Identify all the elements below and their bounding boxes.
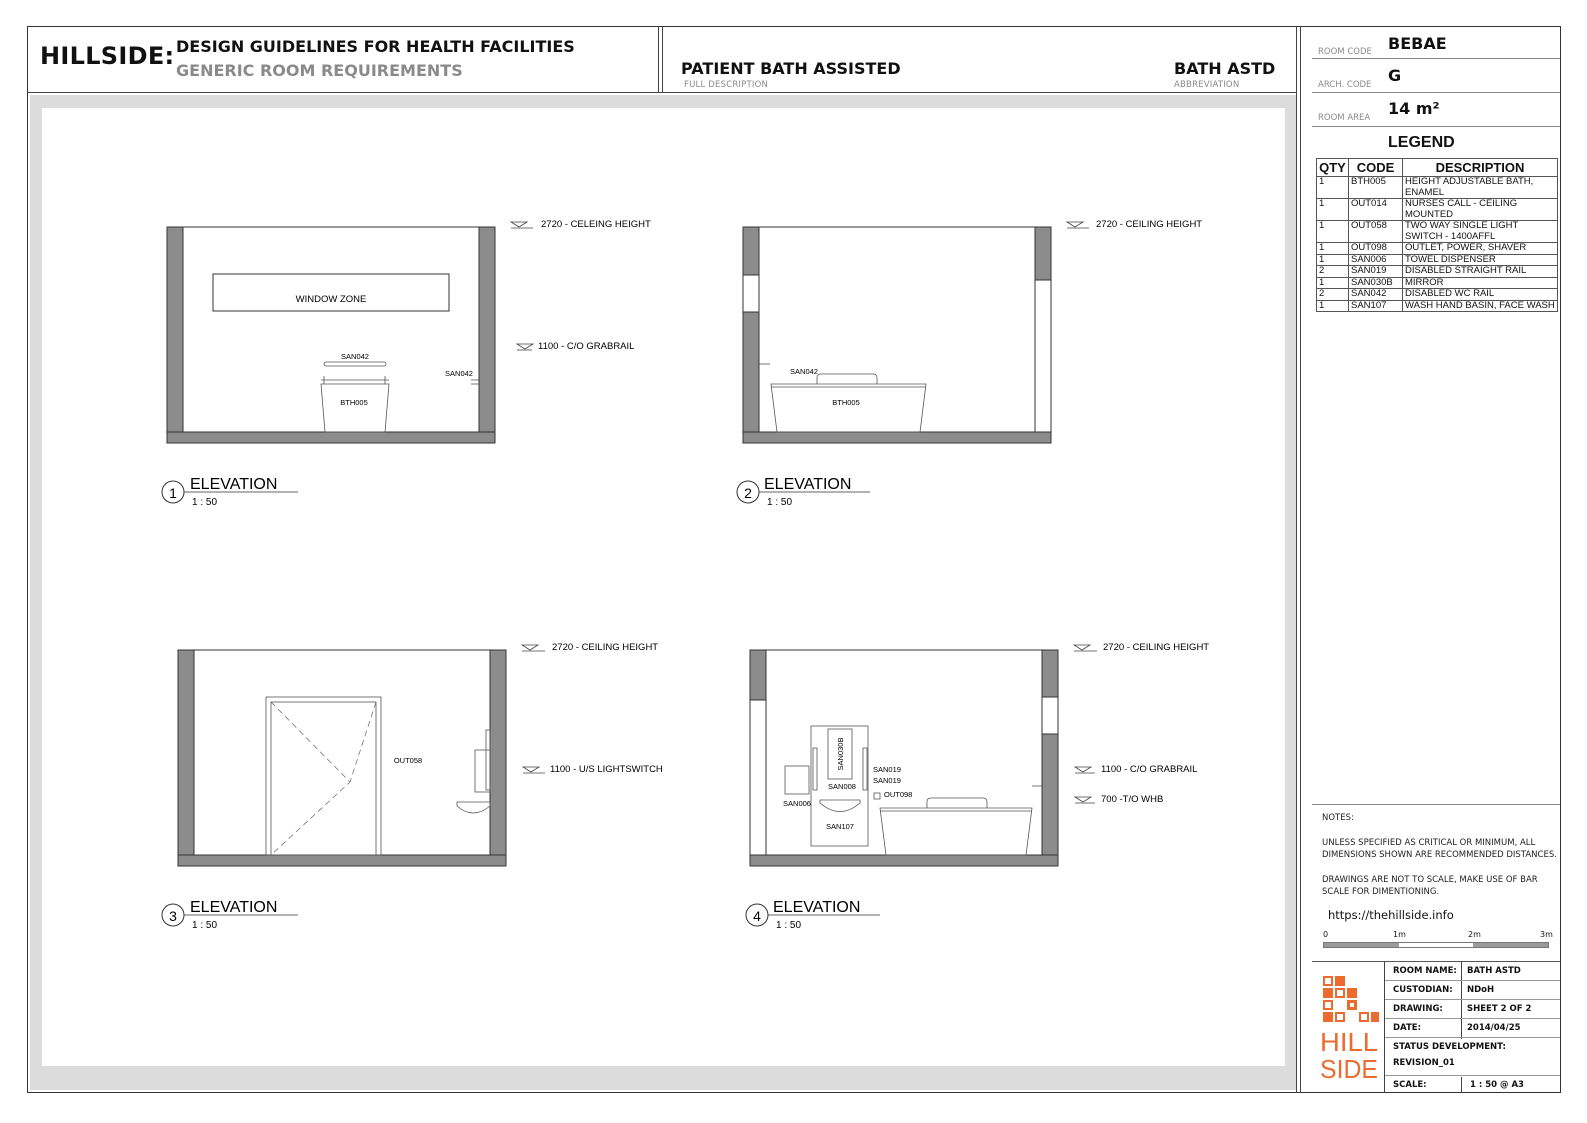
legend-col-code: CODE: [1349, 159, 1403, 177]
arch-code: G: [1388, 66, 1402, 85]
legend-table: [1316, 158, 1558, 312]
guideline-subtitle: GENERIC ROOM REQUIREMENTS: [176, 61, 463, 80]
level-ceiling: 2720 - CELEING HEIGHT: [541, 219, 651, 230]
elevation-4: [746, 642, 1209, 931]
label-bth005: BTH005: [340, 398, 368, 407]
elevation-number: 4: [753, 908, 761, 924]
legend-description: WASH HAND BASIN, FACE WASH: [1403, 300, 1558, 312]
legend-col-description: DESCRIPTION: [1403, 159, 1558, 177]
notes-block: [1322, 812, 1558, 911]
svg-text:SIDE: SIDE: [1320, 1054, 1378, 1084]
room-area: 14 m²: [1388, 99, 1440, 118]
side-divider: [1312, 126, 1560, 127]
level-ceiling: 2720 - CEILING HEIGHT: [552, 642, 659, 653]
level-grabrail: 1100 - C/O GRABRAIL: [538, 341, 635, 352]
legend-row: [1317, 221, 1558, 243]
date: 2014/04/25: [1467, 1023, 1521, 1033]
legend-code: SAN042: [1349, 289, 1403, 301]
custodian: NDoH: [1467, 985, 1495, 995]
legend-code: OUT098: [1349, 243, 1403, 255]
legend-row: [1317, 300, 1558, 312]
legend-row: [1317, 243, 1558, 255]
room-code: BEBAE: [1388, 34, 1447, 53]
legend-qty: 2: [1317, 289, 1349, 301]
guideline-title: DESIGN GUIDELINES FOR HEALTH FACILITIES: [176, 37, 575, 56]
full-description-label: FULL DESCRIPTION: [684, 80, 769, 90]
row-drawing: [1385, 1000, 1560, 1019]
elevation-3: [162, 642, 663, 931]
legend-qty: 1: [1317, 177, 1349, 199]
elevation-title: ELEVATION: [764, 476, 852, 493]
label-san006: SAN006: [783, 799, 811, 808]
brand-title: HILLSIDE:: [40, 42, 175, 70]
window-zone: [213, 274, 449, 311]
legend-qty: 1: [1317, 277, 1349, 289]
label-san019-1: SAN019: [873, 765, 901, 774]
legend-row: [1317, 289, 1558, 301]
label-san019-2: SAN019: [873, 776, 901, 785]
arch-code-label: ARCH. CODE: [1318, 80, 1372, 90]
elevation-1: [162, 219, 651, 508]
legend-qty: 1: [1317, 221, 1349, 243]
legend-code: OUT014: [1349, 199, 1403, 221]
hillside-logo: [1318, 970, 1380, 1086]
website-url: https://thehillside.info: [1328, 908, 1454, 922]
elevation-title: ELEVATION: [190, 476, 278, 493]
note-2: DRAWINGS ARE NOT TO SCALE, MAKE USE OF BAR SCALE FOR DIMENTIONING.: [1322, 874, 1538, 897]
label-san042-side: SAN042: [445, 369, 473, 378]
note-1: UNLESS SPECIFIED AS CRITICAL OR MINIMUM, ALL DIMENSIONS SHOWN ARE RECOMMENDED DISTANCES.: [1322, 837, 1557, 860]
legend-qty: 1: [1317, 243, 1349, 255]
side-divider: [1312, 58, 1560, 59]
legend-code: SAN019: [1349, 266, 1403, 278]
legend-description: TOWEL DISPENSER: [1403, 254, 1558, 266]
drawing: SHEET 2 OF 2: [1467, 1004, 1532, 1014]
elevation-title: ELEVATION: [190, 899, 278, 916]
legend-row: [1317, 199, 1558, 221]
elevation-scale: 1 : 50: [776, 920, 802, 931]
room-code-label: ROOM CODE: [1318, 47, 1372, 57]
row-status: [1385, 1038, 1560, 1076]
legend-description: DISABLED STRAIGHT RAIL: [1403, 266, 1558, 278]
legend-description: HEIGHT ADJUSTABLE BATH, ENAMEL: [1403, 177, 1558, 199]
label-san107: SAN107: [826, 822, 854, 831]
elevation-scale: 1 : 50: [767, 497, 793, 508]
legend-description: NURSES CALL - CEILING MOUNTED: [1403, 199, 1558, 221]
label-san042-top: SAN042: [341, 352, 369, 361]
abbreviation-label: ABBREVIATION: [1174, 80, 1240, 90]
scale-label-0: 0: [1323, 930, 1329, 939]
legend-code: SAN006: [1349, 254, 1403, 266]
scale-label-1m: 1m: [1393, 930, 1406, 939]
elevation-title: ELEVATION: [773, 899, 861, 916]
elevation-number: 2: [744, 485, 752, 501]
scale-label-3m: 3m: [1540, 930, 1553, 939]
scale-bar: [1323, 942, 1549, 948]
abbreviation: BATH ASTD: [1174, 59, 1276, 78]
revision: REVISION_01: [1393, 1058, 1455, 1068]
elevation-number: 3: [169, 908, 177, 924]
legend-description: TWO WAY SINGLE LIGHT SWITCH - 1400AFFL: [1403, 221, 1558, 243]
legend-description: OUTLET, POWER, SHAVER: [1403, 243, 1558, 255]
label-bth005: BTH005: [832, 398, 860, 407]
level-grabrail: 1100 - C/O GRABRAIL: [1101, 764, 1198, 775]
legend-code: BTH005: [1349, 177, 1403, 199]
legend-row: [1317, 277, 1558, 289]
scale-label-2m: 2m: [1468, 930, 1481, 939]
legend-description: MIRROR: [1403, 277, 1558, 289]
legend-title: LEGEND: [1388, 134, 1455, 151]
svg-text:HILL: HILL: [1320, 1027, 1378, 1057]
notes-heading: NOTES:: [1322, 813, 1354, 823]
elevation-scale: 1 : 50: [192, 920, 218, 931]
legend-row: [1317, 177, 1558, 199]
label-out058: OUT058: [393, 756, 423, 765]
status-label: STATUS DEVELOPMENT:: [1393, 1042, 1506, 1052]
elevation-2: [737, 219, 1202, 508]
room-area-label: ROOM AREA: [1318, 113, 1371, 123]
level-whb: 700 -T/O WHB: [1101, 794, 1164, 805]
date-label: DATE:: [1393, 1023, 1421, 1033]
window-zone-label: WINDOW ZONE: [295, 294, 367, 305]
legend-qty: 1: [1317, 300, 1349, 312]
label-out098: OUT098: [884, 790, 913, 799]
elevation-scale: 1 : 50: [192, 497, 218, 508]
elevation-number: 1: [169, 485, 177, 501]
legend-qty: 1: [1317, 199, 1349, 221]
legend-description: DISABLED WC RAIL: [1403, 289, 1558, 301]
drawing-label: DRAWING:: [1393, 1004, 1443, 1014]
header-divider: [1300, 26, 1301, 1093]
label-san042: SAN042: [790, 367, 818, 376]
label-san008: SAN008: [828, 782, 856, 791]
legend-row: [1317, 254, 1558, 266]
legend-code: SAN107: [1349, 300, 1403, 312]
row-date: [1385, 1019, 1560, 1038]
scale-label: SCALE:: [1393, 1080, 1427, 1090]
full-description: PATIENT BATH ASSISTED: [681, 59, 901, 78]
custodian-label: CUSTODIAN:: [1393, 985, 1453, 995]
legend-header-row: [1317, 159, 1558, 177]
scale: 1 : 50 @ A3: [1470, 1080, 1524, 1090]
legend-qty: 1: [1317, 254, 1349, 266]
hillside-logo-icon: [1318, 970, 1380, 1086]
notes-divider: [1312, 804, 1560, 805]
level-lightswitch: 1100 - U/S LIGHTSWITCH: [550, 764, 663, 775]
label-san030b: SAN030B: [836, 737, 845, 771]
room-name-label: ROOM NAME:: [1393, 966, 1457, 976]
legend-code: OUT058: [1349, 221, 1403, 243]
level-ceiling: 2720 - CEILING HEIGHT: [1103, 642, 1210, 653]
legend-code: SAN030B: [1349, 277, 1403, 289]
side-divider: [1312, 92, 1560, 93]
level-ceiling: 2720 - CEILING HEIGHT: [1096, 219, 1203, 230]
room-name: BATH ASTD: [1467, 966, 1521, 976]
legend-qty: 2: [1317, 266, 1349, 278]
row-room-name: [1385, 962, 1560, 981]
legend-row: [1317, 266, 1558, 278]
row-scale: [1385, 1076, 1560, 1095]
legend-col-qty: QTY: [1317, 159, 1349, 177]
row-custodian: [1385, 981, 1560, 1000]
